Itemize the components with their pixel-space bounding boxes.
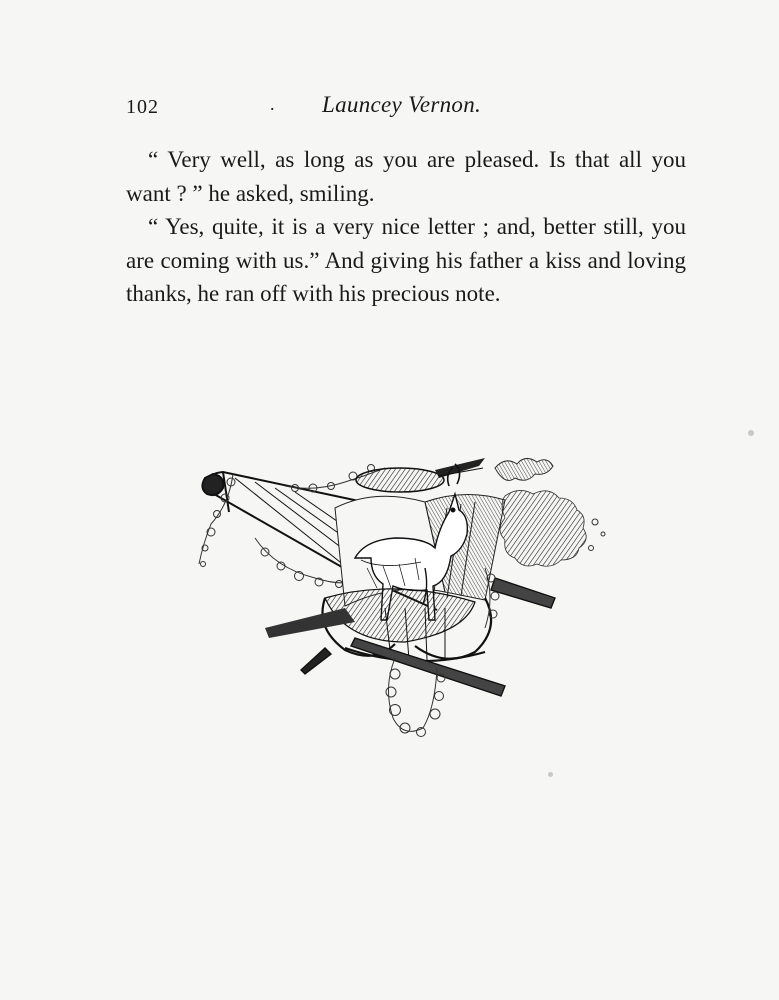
foliage-right-icon — [495, 458, 605, 566]
running-title: Launcey Vernon. — [322, 92, 482, 117]
cap-icon — [356, 458, 485, 492]
body-text — [126, 143, 686, 311]
page-number: 102 — [126, 96, 159, 118]
paragraph-1: “ Very well, as long as you are pleased. Is that all you want ? ” he asked, smiling. — [126, 147, 686, 206]
running-head — [126, 92, 686, 122]
paper-speck — [548, 772, 553, 777]
paragraph-2: “ Yes, quite, it is a very nice letter ; and, better still, you are coming with us.” And giving his father a kiss and loving thanks, he ran off with his precious note. — [126, 214, 686, 306]
palette-icon — [265, 589, 475, 642]
paper-speck — [748, 430, 754, 436]
engraved-vignette-goat-lyre-icon — [195, 448, 620, 748]
running-head-dot: . — [270, 94, 275, 114]
